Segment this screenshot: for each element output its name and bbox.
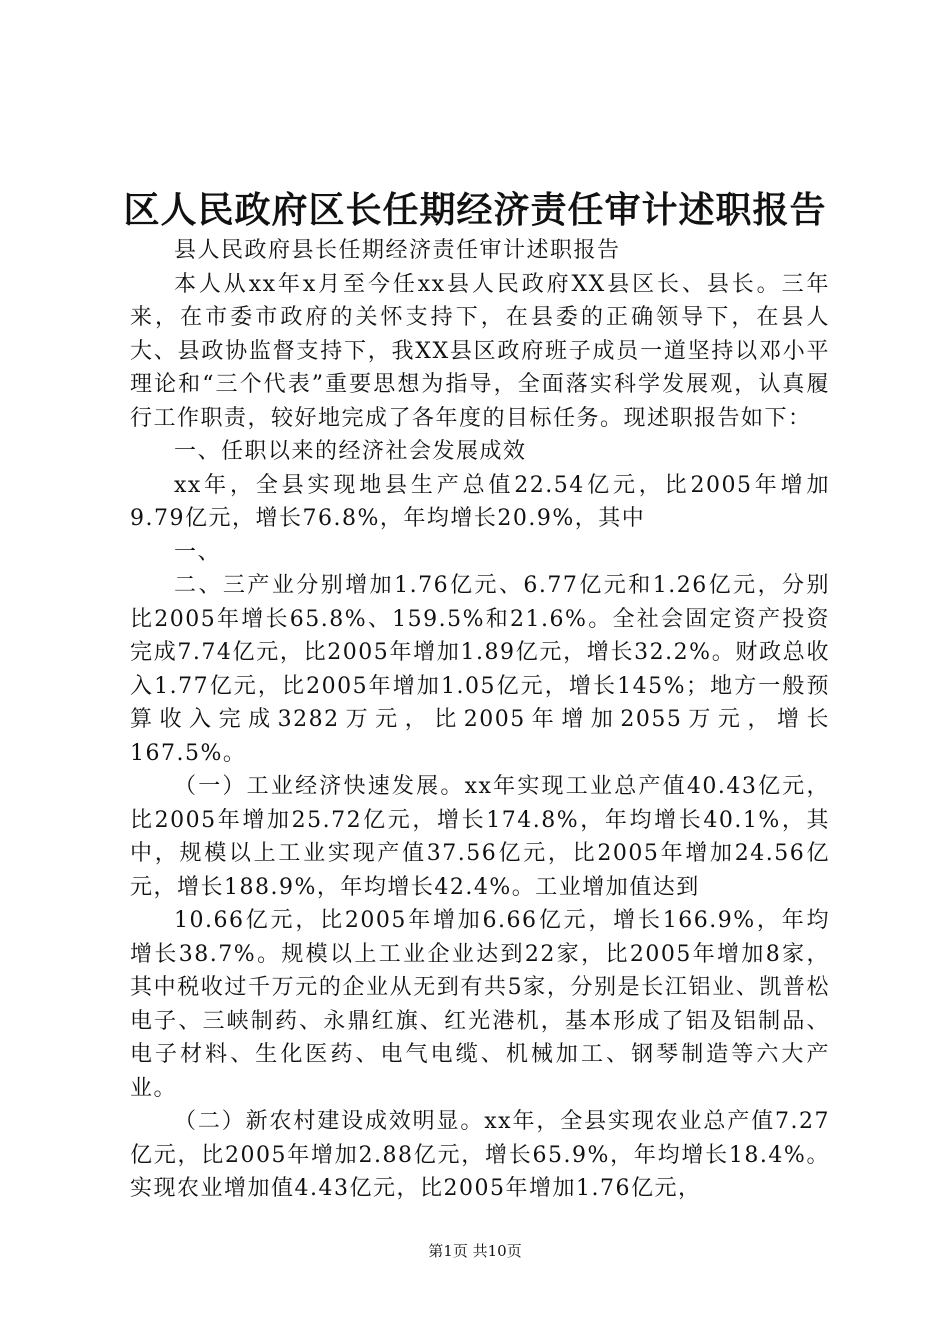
paragraph-rural: （二）新农村建设成效明显。xx年，全县实现农业总产值7.27亿元，比2005年增加2.88亿元，增长65.9%，年均增长18.4%。实现农业增加值4.43亿元，比2005年增加1.76亿元， (130, 1109, 830, 1201)
paragraph-subtitle: 县人民政府县长任期经济责任审计述职报告 (174, 238, 621, 263)
paragraph-intro: 本人从xx年x月至今任xx县人民政府XX县区长、县长。三年来，在市委市政府的关怀支持下，在县委的正确领导下，在县人大、县政协监督支持下，我XX县区政府班子成员一道坚持以邓小平理论和“三个代表”重要思想为指导，全面落实科学发展观，认真履行工作职责，较好地完成了各年度的目标任务。现述职报告如下： (130, 271, 830, 431)
section-heading-1: 一、任职以来的经济社会发展成效 (174, 439, 527, 464)
paragraph-industries: 二、三产业分别增加1.76亿元、6.77亿元和1.26亿元，分别比2005年增长65.8%、159.5%和21.6%。全社会固定资产投资完成7.74亿元，比2005年增加1.89亿元，增长32.2%。财政总收入1.77亿元，比2005年增加1.05亿元，增长145%；地方一般预算收入完成3282万元，比2005年增加2055万元，增长167.5%。 (130, 573, 830, 766)
paragraph-industry-economy: （一）工业经济快速发展。xx年实现工业总产值40.43亿元，比2005年增加25.72亿元，增长174.8%，年均增长40.1%，其中，规模以上工业实现产值37.56亿元，比2005年增加24.56亿元，增长188.9%，年均增长42.4%。工业增加值达到 (130, 774, 830, 900)
paragraph-fragment: 一、 (174, 539, 222, 565)
page-footer: 第1页 共10页 (428, 1242, 522, 1260)
document-title: 区人民政府区长任期经济责任审计述职报告 (123, 190, 827, 231)
document-body (130, 234, 830, 1206)
paragraph-industry-continued: 10.66亿元，比2005年增加6.66亿元，增长166.9%，年均增长38.7%。规模以上工业企业达到22家，比2005年增加8家，其中税收过千万元的企业从无到有共5家，分别是长江铝业、凯普松电子、三峡制药、永鼎红旗、红光港机，基本形成了铝及铝制品、电子材料、生化医药、电气电缆、机械加工、钢琴制造等六大产业。 (130, 908, 830, 1101)
paragraph-gdp: xx年，全县实现地县生产总值22.54亿元，比2005年增加9.79亿元，增长76.8%，年均增长20.9%，其中 (130, 472, 830, 531)
